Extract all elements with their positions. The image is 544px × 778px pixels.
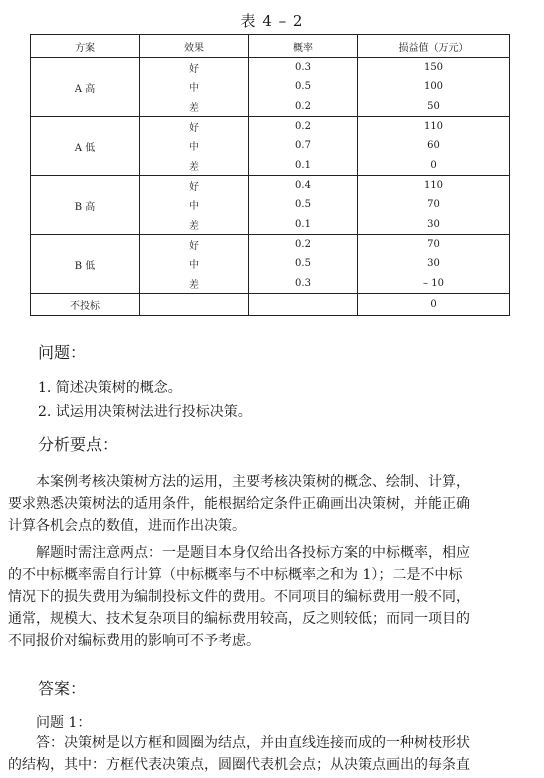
header-probability: 概率 — [249, 35, 358, 58]
text-line: 计算各机会点的数值，进而作出决策。 — [8, 518, 246, 534]
payoff-cell: 70 — [358, 195, 510, 214]
probability-cell: 0.7 — [249, 136, 358, 155]
probability-cell: 0.5 — [249, 77, 358, 96]
effect-cell: 差 — [140, 96, 249, 117]
analysis-heading: 分析要点： — [38, 435, 119, 454]
plan-cell: A 低 — [31, 117, 140, 176]
table-header-row — [31, 35, 510, 58]
analysis-paragraph-2 — [0, 542, 544, 652]
probability-cell: 0.5 — [249, 195, 358, 214]
probability-cell: 0.2 — [249, 117, 358, 137]
payoff-cell: 50 — [358, 96, 510, 117]
payoff-cell: 30 — [358, 214, 510, 235]
question-2: 2. 试运用决策树法进行投标决策。 — [38, 404, 252, 420]
plan-cell: B 低 — [31, 235, 140, 294]
payoff-cell: 100 — [358, 77, 510, 96]
text-line: 情况下的损失费用为编制投标文件的费用。不同项目的编标费用一般不同， — [8, 589, 470, 605]
table-row — [31, 176, 510, 196]
probability-cell-empty — [249, 294, 358, 316]
table-row — [31, 117, 510, 137]
effect-cell: 中 — [140, 195, 249, 214]
effect-cell: 中 — [140, 77, 249, 96]
probability-cell: 0.5 — [249, 254, 358, 273]
effect-cell: 好 — [140, 117, 249, 137]
questions-heading: 问题： — [38, 343, 87, 362]
header-plan: 方案 — [31, 35, 140, 58]
text-line: 要求熟悉决策树法的适用条件，能根据给定条件正确画出决策树，并能正确 — [8, 496, 470, 512]
probability-cell: 0.2 — [249, 96, 358, 117]
table-row-nobid — [31, 294, 510, 316]
text-line: 解题时需注意两点：一是题目本身仅给出各投标方案的中标概率，相应 — [36, 545, 470, 561]
table-caption: 表 4 – 2 — [240, 12, 304, 30]
text-line: 不同报价对编标费用的影响可不予考虑。 — [8, 633, 260, 649]
answer-paragraph — [0, 732, 544, 776]
probability-cell: 0.3 — [249, 273, 358, 294]
analysis-paragraph-1 — [0, 471, 544, 537]
effect-cell: 差 — [140, 273, 249, 294]
table-row — [31, 58, 510, 78]
answer-subheading: 问题 1： — [36, 715, 92, 731]
probability-cell: 0.1 — [249, 214, 358, 235]
probability-cell: 0.4 — [249, 176, 358, 196]
text-line: 通常，规模大、技术复杂项目的编标费用较高，反之则较低；而同一项目的 — [8, 611, 470, 627]
probability-cell: 0.2 — [249, 235, 358, 255]
payoff-cell: 150 — [358, 58, 510, 78]
effect-cell: 差 — [140, 155, 249, 176]
effect-cell: 好 — [140, 58, 249, 78]
text-line: 答：决策树是以方框和圆圈为结点，并由直线连接而成的一种树枝形状 — [36, 735, 470, 751]
header-payoff: 损益值（万元） — [358, 35, 510, 58]
effect-cell: 差 — [140, 214, 249, 235]
plan-cell: 不投标 — [31, 294, 140, 316]
payoff-cell: 110 — [358, 117, 510, 137]
effect-cell: 中 — [140, 136, 249, 155]
header-effect: 效果 — [140, 35, 249, 58]
effect-cell: 好 — [140, 176, 249, 196]
payoff-cell: 0 — [358, 294, 510, 316]
effect-cell: 好 — [140, 235, 249, 255]
plan-cell: A 高 — [31, 58, 140, 117]
payoff-table — [30, 34, 510, 316]
table-row — [31, 235, 510, 255]
plan-cell: B 高 — [31, 176, 140, 235]
payoff-cell: 0 — [358, 155, 510, 176]
payoff-cell: 30 — [358, 254, 510, 273]
text-line: 的结构，其中：方框代表决策点，圆圈代表机会点；从决策点画出的每条直 — [8, 757, 470, 773]
payoff-cell: 110 — [358, 176, 510, 196]
effect-cell-empty — [140, 294, 249, 316]
payoff-cell: 70 — [358, 235, 510, 255]
text-line: 本案例考核决策树方法的运用，主要考核决策树的概念、绘制、计算， — [36, 474, 470, 490]
probability-cell: 0.3 — [249, 58, 358, 78]
question-1: 1. 简述决策树的概念。 — [38, 380, 182, 396]
answer-heading: 答案： — [38, 679, 87, 698]
probability-cell: 0.1 — [249, 155, 358, 176]
payoff-cell: 60 — [358, 136, 510, 155]
effect-cell: 中 — [140, 254, 249, 273]
payoff-cell: – 10 — [358, 273, 510, 294]
text-line: 的不中标概率需自行计算（中标概率与不中标概率之和为 1）；二是不中标 — [8, 567, 463, 583]
